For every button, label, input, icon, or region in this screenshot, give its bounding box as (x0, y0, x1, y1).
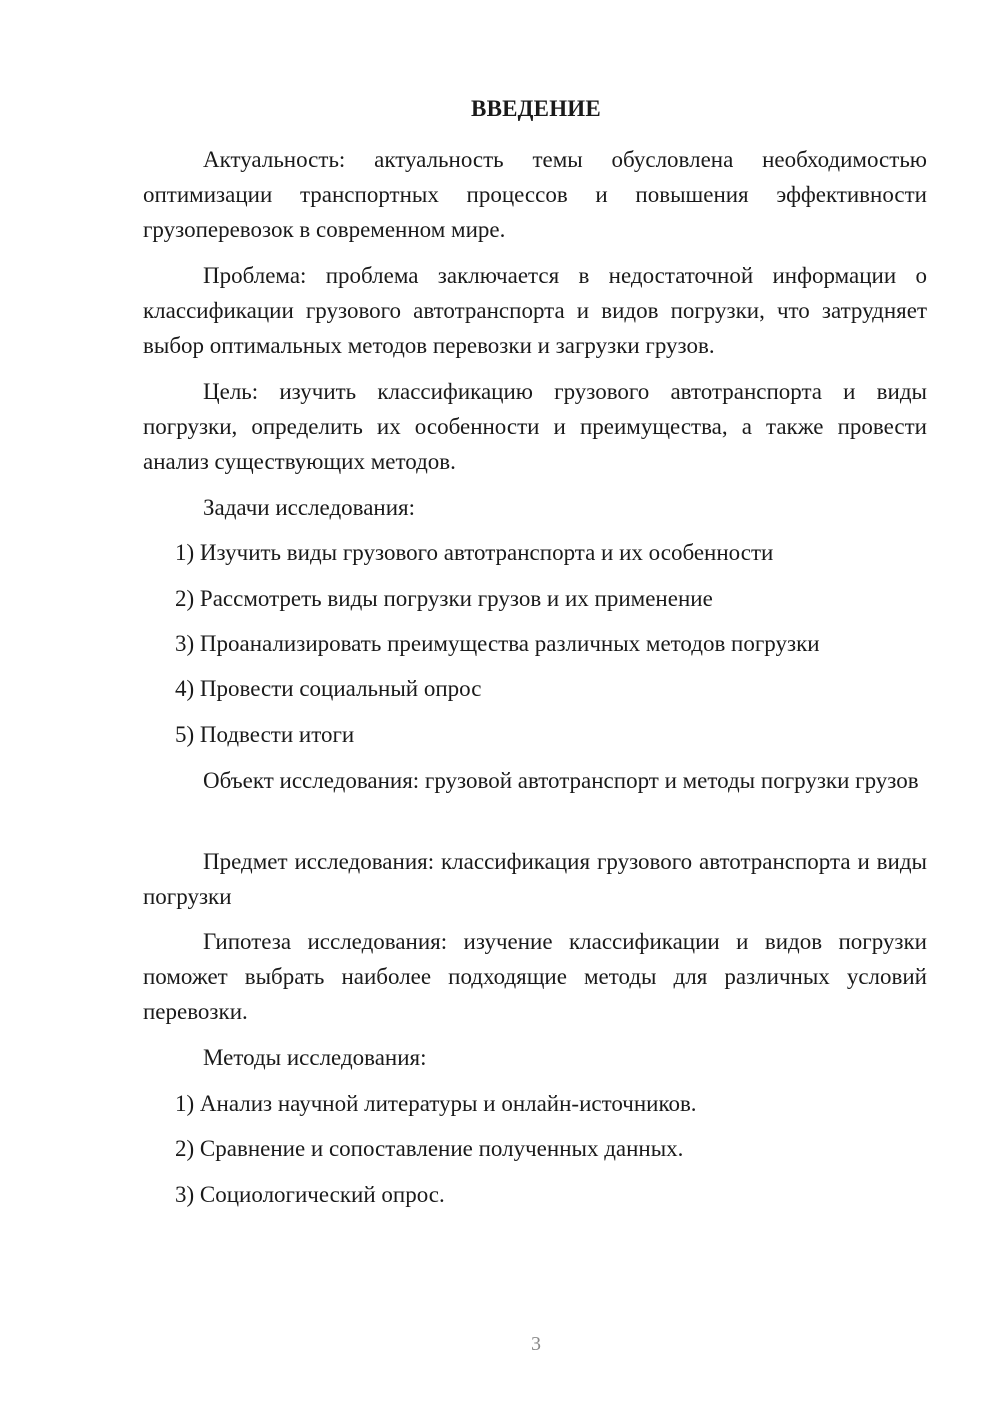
problem-paragraph: Проблема: проблема заключается в недостаточной информации о классификации грузового автотранспорта и видов погрузки, что затрудняет выбор оптимальных методов перевозки и загрузки грузов. (143, 263, 927, 358)
research-subject-paragraph: Предмет исследования: классификация грузового автотранспорта и виды погрузки (143, 849, 927, 909)
task-item: 3) Проанализировать преимущества различных методов погрузки (175, 631, 820, 656)
goal-paragraph: Цель: изучить классификацию грузового автотранспорта и виды погрузки, определить их особенности и преимущества, а также провести анализ существующих методов. (143, 379, 927, 474)
section-heading: ВВЕДЕНИЕ (471, 96, 601, 121)
method-item: 3) Социологический опрос. (175, 1182, 445, 1207)
task-item: 5) Подвести итоги (175, 722, 355, 747)
method-item: 1) Анализ научной литературы и онлайн-источников. (175, 1091, 697, 1116)
methods-title: Методы исследования: (203, 1045, 427, 1070)
method-item: 2) Сравнение и сопоставление полученных данных. (175, 1136, 684, 1161)
tasks-title: Задачи исследования: (203, 495, 416, 520)
task-item: 4) Провести социальный опрос (175, 676, 482, 701)
relevance-paragraph: Актуальность: актуальность темы обусловлена необходимостью оптимизации транспортных процессов и повышения эффективности грузоперевозок в современном мире. (143, 147, 927, 242)
research-object-paragraph: Объект исследования: грузовой автотранспорт и методы погрузки грузов (203, 768, 919, 793)
task-item: 2) Рассмотреть виды погрузки грузов и их применение (175, 586, 713, 611)
page-number: 3 (531, 1333, 541, 1355)
task-item: 1) Изучить виды грузового автотранспорта и их особенности (175, 540, 774, 565)
hypothesis-paragraph: Гипотеза исследования: изучение классификации и видов погрузки поможет выбрать наиболее подходящие методы для различных условий перевозки. (143, 929, 927, 1024)
